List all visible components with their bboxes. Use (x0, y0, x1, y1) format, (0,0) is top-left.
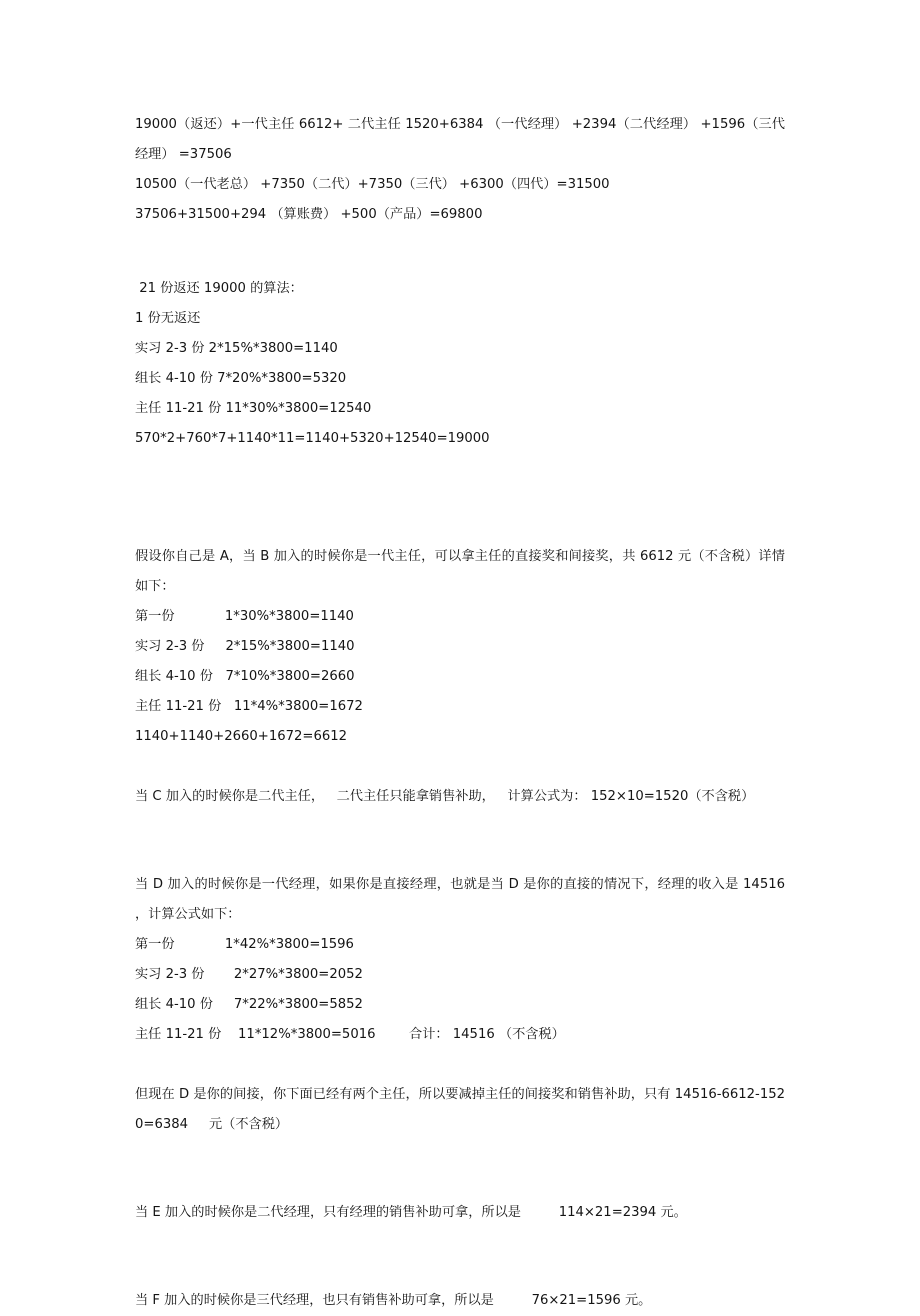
manager-intro: 当 D 加入的时候你是一代经理，如果你是直接经理，也就是当 D 是你的直接的情况下，经理的收入是 14516 ，计算公式如下： (135, 877, 790, 922)
third-gen-manager-paragraph: 当 F 加入的时候你是三代经理，也只有销售补助可拿，所以是 76×21=1596 元。 (135, 1293, 652, 1308)
director-row-first-share: 第一份 1*30%*3800=1140 (135, 609, 354, 624)
rebate-row-no-rebate: 1 份无返还 (135, 311, 201, 326)
spacer-after-rebate-2 (135, 512, 785, 542)
second-gen-director-paragraph: 当 C 加入的时候你是二代主任， 二代主任只能拿销售补助， 计算公式为： 152×10=1520（不含税） (135, 789, 755, 804)
second-gen-manager-paragraph: 当 E 加入的时候你是二代经理，只有经理的销售补助可拿，所以是 114×21=2394 元。 (135, 1205, 687, 1220)
manager-row-group-leader: 组长 4-10 份 7*22%*3800=5852 (135, 997, 363, 1012)
manager-row-intern: 实习 2-3 份 2*27%*3800=2052 (135, 967, 363, 982)
spacer-after-rebate (135, 454, 785, 512)
document-body (135, 110, 790, 1316)
summary-line-1: 19000（返还）+一代主任 6612+ 二代主任 1520+6384 （一代经理） +2394（二代经理） +1596（三代经理） =37506 (135, 117, 785, 162)
rebate-row-group-leader: 组长 4-10 份 7*20%*3800=5320 (135, 371, 347, 386)
spacer-before-second-gen-director (135, 752, 785, 782)
indirect-note-paragraph: 但现在 D 是你的间接，你下面已经有两个主任，所以要减掉主任的间接奖和销售补助，只有 14516-6612-1520=6384 元（不含税） (135, 1087, 785, 1132)
rebate-row-director: 主任 11-21 份 11*30%*3800=12540 (135, 401, 372, 416)
spacer-before-manager (135, 812, 785, 870)
director-row-group-leader: 组长 4-10 份 7*10%*3800=2660 (135, 669, 355, 684)
manager-row-first-share: 第一份 1*42%*3800=1596 (135, 937, 354, 952)
spacer-after-summary (135, 230, 785, 274)
manager-row-director-total: 主任 11-21 份 11*12%*3800=5016 合计： 14516 （不含税） (135, 1027, 565, 1042)
summary-line-3: 37506+31500+294 （算账费） +500（产品）=69800 (135, 207, 483, 222)
rebate-heading: 21 份返还 19000 的算法： (135, 281, 303, 296)
rebate-row-intern: 实习 2-3 份 2*15%*3800=1140 (135, 341, 338, 356)
director-intro: 假设你自己是 A，当 B 加入的时候你是一代主任，可以拿主任的直接奖和间接奖，共 6612 元（不含税）详情如下： (135, 549, 785, 594)
spacer-before-indirect-note (135, 1050, 785, 1080)
director-total: 1140+1140+2660+1672=6612 (135, 729, 348, 744)
spacer-before-third-gen-manager (135, 1228, 785, 1286)
rebate-total: 570*2+760*7+1140*11=1140+5320+12540=19000 (135, 431, 490, 446)
director-row-director: 主任 11-21 份 11*4%*3800=1672 (135, 699, 363, 714)
spacer-before-second-gen-manager (135, 1140, 785, 1198)
summary-line-2: 10500（一代老总） +7350（二代）+7350（三代） +6300（四代）=31500 (135, 177, 610, 192)
director-row-intern: 实习 2-3 份 2*15%*3800=1140 (135, 639, 355, 654)
